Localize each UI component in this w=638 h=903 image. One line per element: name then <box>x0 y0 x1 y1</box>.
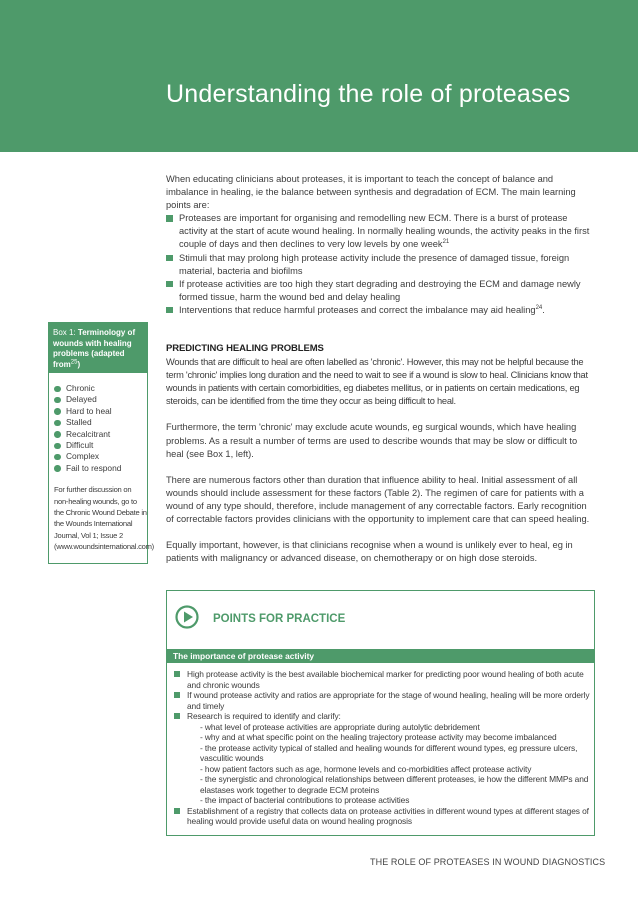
box-header: Box 1: Terminology of wounds with healing problems (adapted from$^{25}$) <box>49 323 147 373</box>
list-item: If protease activities are too high they start degrading and destroying the ECM and damage newly formed tissue, harm the wound bed and delay healing <box>166 278 594 304</box>
bullet-dot-icon <box>54 386 61 393</box>
bullet-dot-icon <box>54 465 61 472</box>
bullet-square-icon <box>166 255 173 262</box>
bullet-square-icon <box>174 692 180 698</box>
body-paragraph: Furthermore, the term 'chronic' may exclude acute wounds, eg surgical wounds, which have healing problems. As a result a number of terms are used to describe wounds that may be slow or difficult to heal (see Box 1, left). <box>166 422 578 459</box>
sub-list-item: - what level of protease activities are appropriate during autolytic debridement <box>200 721 480 732</box>
bullet-square-icon <box>174 713 180 719</box>
sub-list-item: - the impact of bacterial contributions to protease activities <box>200 795 410 805</box>
bullet-dot-icon <box>54 408 61 415</box>
bullet-square-icon <box>166 307 173 314</box>
terminology-box <box>48 322 154 564</box>
intro-paragraph: When educating clinicians about proteases, it is important to teach the concept of balance and imbalance in healing, ie the balance between synthesis and degradation of ECM. The main learning points are: <box>166 174 576 211</box>
predicting-healing-section <box>166 342 594 565</box>
list-item: High protease activity is the best available biochemical marker for predicting poor wound healing of both acute and chronic wounds <box>174 669 590 690</box>
bullet-dot-icon <box>54 443 61 450</box>
body-paragraph: Equally important, however, is that clinicians recognise when a wound is unlikely ever to heal, eg in patients with malignancy or advanced disease, on chemotherapy or on high dose steroids. <box>166 540 573 564</box>
list-item: Stalled <box>54 417 147 428</box>
points-for-practice-box <box>166 590 595 836</box>
page-footer: THE ROLE OF PROTEASES IN WOUND DIAGNOSTICS <box>370 857 606 867</box>
list-item: If wound protease activity and ratios are appropriate for the stage of wound healing, healing will be more orderly and timely <box>174 690 590 711</box>
research-sublist <box>187 722 590 806</box>
practice-heading: POINTS FOR PRACTICE <box>213 613 346 625</box>
bullet-square-icon <box>166 281 173 288</box>
body-paragraph: Wounds that are difficult to heal are often labelled as 'chronic'. However, this may not be helpful because the term 'chronic' implies long duration and the need to wait to see if a wound is slow to heal. Clinicians know that wounds in patients with certain comorbidities, eg diabetes mellitus, or in patients on certain medications, eg steroids, can be identified from the time they occur as being difficult to heal. <box>166 357 588 407</box>
list-item: Establishment of a registry that collects data on protease activities in different wound types at different stages of healing would provide useful data on wound healing prognosis <box>174 806 590 827</box>
play-arrow-icon <box>175 605 199 629</box>
intro-section <box>166 173 594 317</box>
learning-points-list <box>166 212 594 317</box>
sub-list-item: - the protease activity typical of stalled and healing wounds for different wound types, eg pressure ulcers, vasculitic wounds <box>200 742 578 763</box>
list-item: Hard to heal <box>54 406 147 417</box>
bullet-dot-icon <box>54 431 61 438</box>
list-item: Difficult <box>54 440 147 451</box>
list-item: Recalcitrant <box>54 429 147 440</box>
sub-list-item: - how patient factors such as age, hormone levels and co-morbidities affect protease activity <box>200 763 532 774</box>
sub-list-item: - the synergistic and chronological relationships between different proteases, ie how the different MMPs and elastases work together to degrade ECM proteins <box>200 774 589 795</box>
bullet-dot-icon <box>54 397 61 404</box>
sub-list-item: - why and at what specific point on the healing trajectory protease activity may become imbalanced <box>200 732 557 742</box>
practice-subheading: The importance of protease activity <box>173 651 315 661</box>
list-item: Proteases are important for organising and remodelling new ECM. There is a burst of protease activity at the start of acute wound healing. In normally healing wounds, the activity peaks in the first couple of days and then declines to very low levels by one week$^{21}$ <box>166 212 594 251</box>
practice-subheading-bar <box>167 649 594 663</box>
list-item: Research is required to identify and clarify: - what level of protease activities are appropriate during autolytic debridement - why and at what specific point on the healing trajectory protease activity may become imbalanced - the protease activity typical of stalled and healing wounds for different wound types, eg pressure ulcers, vasculitic wounds - how patient factors such as age, hormone levels and co-morbidities affect protease activity - the synergistic and chronological relationships between different proteases, ie how the different MMPs and elastases work together to degrade ECM proteins - the impact of bacterial contributions to protease activities <box>174 711 590 806</box>
page-title: Understanding the role of proteases <box>166 80 571 108</box>
list-item: Stimuli that may prolong high protease activity include the presence of damaged tissue, foreign material, bacteria and biofilms <box>166 252 594 278</box>
practice-title <box>171 599 471 635</box>
title-banner <box>0 0 638 152</box>
body-paragraph: There are numerous factors other than duration that influence ability to heal. Initial assessment of all wounds should include assessment for these factors (Table 2). The regimen of care for patients with a wound of any type should, therefore, include management of any correctable factors. Early recognition of correctable factors provides clinicians with the opportunity to implement care that can speed healing. <box>166 474 590 525</box>
list-item: Complex <box>54 451 147 462</box>
list-item: Interventions that reduce harmful proteases and correct the imbalance may aid healing$^{24}$. <box>166 304 594 317</box>
bullet-square-icon <box>174 671 180 677</box>
bullet-square-icon <box>166 215 173 222</box>
list-item: Chronic <box>54 383 147 394</box>
section-heading: PREDICTING HEALING PROBLEMS <box>166 343 324 354</box>
list-item: Delayed <box>54 394 147 405</box>
bullet-square-icon <box>174 808 180 814</box>
practice-list <box>174 669 590 827</box>
bullet-dot-icon <box>54 420 61 427</box>
box-note: For further discussion on non-healing wounds, go to the Chronic Wound Debate in the Wounds International Journal, Vol 1; Issue 2 (www.woundsinternational.com) <box>54 485 154 552</box>
terminology-list <box>49 383 147 474</box>
list-item: Fail to respond <box>54 463 147 474</box>
bullet-dot-icon <box>54 454 61 461</box>
